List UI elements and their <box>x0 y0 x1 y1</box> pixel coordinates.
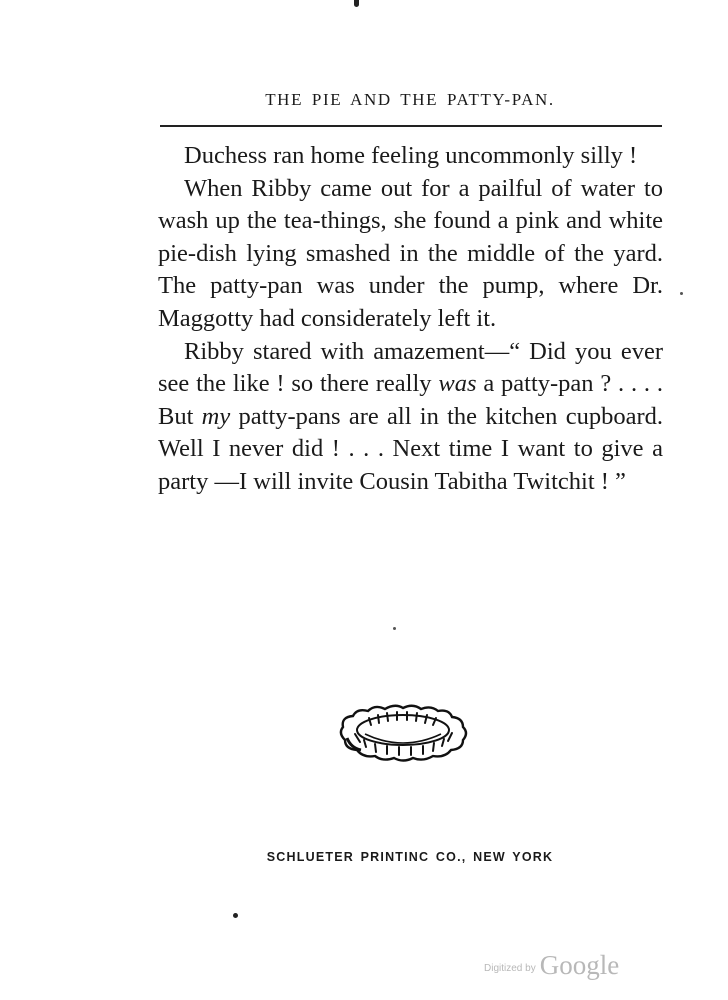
paragraph-2: When Ribby came out for a pailful of water to wash up the tea-things, she found a pink and white pie-dish lying smashed in the middle of the yard. The patty-pan was under the pump, where Dr. Maggotty had considerately left it. <box>158 174 663 332</box>
body-text <box>158 140 663 499</box>
emphasis-was: was <box>438 370 477 398</box>
stray-dot <box>393 627 396 630</box>
watermark-brand: Google <box>539 950 620 980</box>
paragraph-3-part-2: a patty-pan ? . . . . But <box>158 370 663 430</box>
header-rule <box>160 125 662 127</box>
paragraph-3 <box>158 336 663 499</box>
stray-dot <box>680 292 683 295</box>
running-head: THE PIE AND THE PATTY-PAN. <box>265 90 555 109</box>
paragraph-3-part-1: Ribby stared with amazement—“ Did you ever see the like ! so there really <box>158 337 663 398</box>
emphasis-my: my <box>201 402 231 430</box>
page-top-mark <box>354 0 359 7</box>
paragraph-1: Duchess ran home feeling uncommonly silly ! <box>184 142 638 169</box>
digitized-watermark <box>484 950 619 981</box>
watermark-prefix: Digitized by <box>484 963 536 974</box>
stray-dot <box>233 913 238 918</box>
paragraph-3-part-3: patty-pans are all in the kitchen cupboard. Well I never did ! . . . Next time I want to give a party —I will invite Cousin Tabitha Twitchit ! ” <box>158 402 663 495</box>
patty-pan-icon <box>335 700 480 770</box>
printer-imprint: SCHLUETER PRINTINC CO., NEW YORK <box>266 850 554 864</box>
